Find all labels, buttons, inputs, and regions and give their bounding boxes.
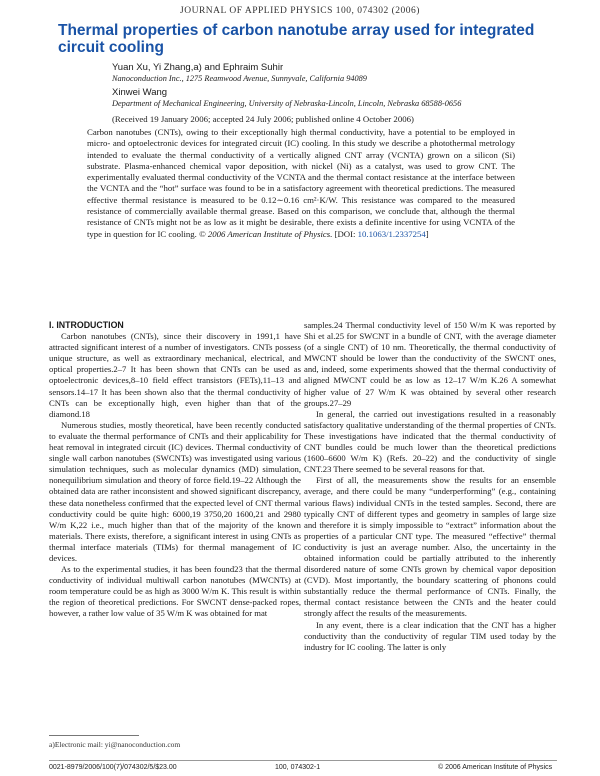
article-title: Thermal properties of carbon nanotube array used for integrated circuit cooling	[58, 22, 535, 56]
paragraph: samples.24 Thermal conductivity level of 150 W/m K was reported by Shi et al.25 for SWCNT in a bundle of CNT, with the average diameter (of a single CNT) of 10 nm. Theoretically, the thermal conductivity of MWCNT should be lower than the conductivity of the SWCNT ones, and, indeed, some experiments showed that the thermal conductivity of aligned MWCNT could be as low as 12–17 W/m K.26 A somewhat higher value of 27 W/m K was obtained by several other research groups.27–29	[304, 320, 556, 408]
affiliation-primary: Nanoconduction Inc., 1275 Reamwood Avenue, Sunnyvale, California 94089	[112, 74, 367, 83]
authors-secondary: Xinwei Wang	[112, 87, 168, 98]
footer-copyright: © 2006 American Institute of Physics	[438, 764, 553, 771]
footer-issn: 0021-8979/2006/100(7)/074302/5/$23.00	[49, 764, 177, 771]
doi-suffix: ]	[425, 228, 429, 239]
affiliation-secondary: Department of Mechanical Engineering, University of Nebraska-Lincoln, Lincoln, Nebraska 68588-0656	[112, 99, 462, 108]
right-column	[304, 320, 556, 653]
abstract	[87, 127, 515, 240]
doi-prefix: [DOI:	[334, 228, 358, 239]
authors-primary: Yuan Xu, Yi Zhang,a) and Ephraim Suhir	[112, 62, 284, 73]
paragraph: Carbon nanotubes (CNTs), since their discovery in 1991,1 have attracted significant interest of a number of investigators. CNTs possess unique structure, as well as extraordinary mechanical, electrical, and optical properties.2–7 It has been shown that CNTs can be used as optoelectronic devices,8–10 field effect transistors (FETs),11–13 and sensors.14–17 It has been shown also that the thermal conductivity of CNTs can be exceptionally high, even higher than that of the diamond.18	[49, 331, 301, 419]
section-heading-introduction: I. INTRODUCTION	[49, 320, 124, 330]
doi-link[interactable]: 10.1063/1.2337254	[357, 228, 426, 239]
abstract-text: Carbon nanotubes (CNTs), owing to their exceptionally high thermal conductivity, have a potential to be employed in micro- and optoelectronic devices for integrated circuit (IC) cooling. In this study we describe a photothermal metrology intended to evaluate the thermal conductivity of a vertically aligned CNT array (VCNTA) grown on a silicon (Si) substrate. Plasma-enhanced chemical vapor deposition, with nickel (Ni) as a catalyst, was used to grow CNT. The experimentally evaluated thermal conductivity of the VCNTA and the thermal contact resistance at the interface between the VCNTA and the “hot” surface was found to be in a satisfactory agreement with theoretical predictions. The measured effective thermal resistance is measured to be 0.12∼0.16 cm²·K/W. This resistance was compared to the measured resistance of commercially available thermal grease. Based on this comparison, we conclude that, although the thermal resistance of CNTs might not be as low as it might be desirable, there exists a definite incentive for using VCNTA of the type in question for IC cooling.	[87, 127, 515, 239]
paragraph: In any event, there is a clear indication that the CNT has a higher conductivity than the conductivity of regular TIM used today by the industry for IC cooling. The latter is only	[304, 619, 556, 652]
copyright-notice: © 2006 American Institute of Physics.	[199, 228, 333, 239]
journal-header: JOURNAL OF APPLIED PHYSICS 100, 074302 (2006)	[180, 6, 420, 16]
paragraph: As to the experimental studies, it has been found23 that the thermal conductivity of individual multiwall carbon nanotubes (MWCNTs) at room temperature could be as high as 3000 W/m K. This result is within the region of theoretical predictions. For SWCNT dense-packed ropes, however, a rather low value of 35 W/m K was obtained for mat	[49, 564, 301, 619]
paragraph: First of all, the measurements show the results for an ensemble average, and there could be many “underperforming” (e.g., containing various flaws) individual CNTs in the tested samples. Second, there are typically CNT of different types and geometry in samples of large size and therefore it is simply impossible to “extract” information about the properties of a particular CNT type. The measured “effective” thermal conductivity is just an average number. Also, the uncertainty in the obtained information could be partially attributed to the inherently disordered nature of some CNTs grown by chemical vapor deposition (CVD). Most importantly, the boundary scattering of phonons could substantially reduce the thermal performance of CNTs. Finally, the thermal contact resistance between the CNTs and the heater could strongly affect the results of the measurements.	[304, 475, 556, 619]
footnote-email: a)Electronic mail: yi@nanoconduction.com	[49, 740, 181, 749]
paragraph: In general, the carried out investigations resulted in a reasonably satisfactory qualitative understanding of the thermal properties of CNTs. These investigations have indicated that the thermal conductivity of CNT bundles could be much lower than the theoretical predictions (1600–6600 W/m K) (Refs. 20–22) and the conductivity of single CNT.23 There seemed to be several reasons for that.	[304, 408, 556, 475]
footnote-rule	[49, 735, 139, 736]
footer-page-number: 100, 074302-1	[275, 764, 321, 771]
footer-divider	[49, 760, 557, 761]
publication-dates: (Received 19 January 2006; accepted 24 July 2006; published online 4 October 2006)	[112, 114, 414, 124]
paragraph: Numerous studies, mostly theoretical, have been recently conducted to evaluate the thermal performance of CNTs and their applicability for heat removal in integrated circuit (IC) devices. Thermal conductivity of single wall carbon nanotubes (SWCNTs) was investigated using various simulation techniques, such as molecular dynamics (MD) simulation, nonequilibrium simulation and theory of force field.19–22 Although the obtained data are rather inconsistent and showed significant discrepancy, these data nonetheless confirmed that the expected level of CNT thermal conductivity could be quite high: 6000,19 3750,20 1600,21 and 2980 W/m K,22 i.e., much higher than that of the majority of the known materials. There exists, therefore, a significant interest in using CNTs as thermal interface materials (TIMs) for thermal management of IC devices.	[49, 419, 301, 563]
left-column	[49, 320, 301, 620]
